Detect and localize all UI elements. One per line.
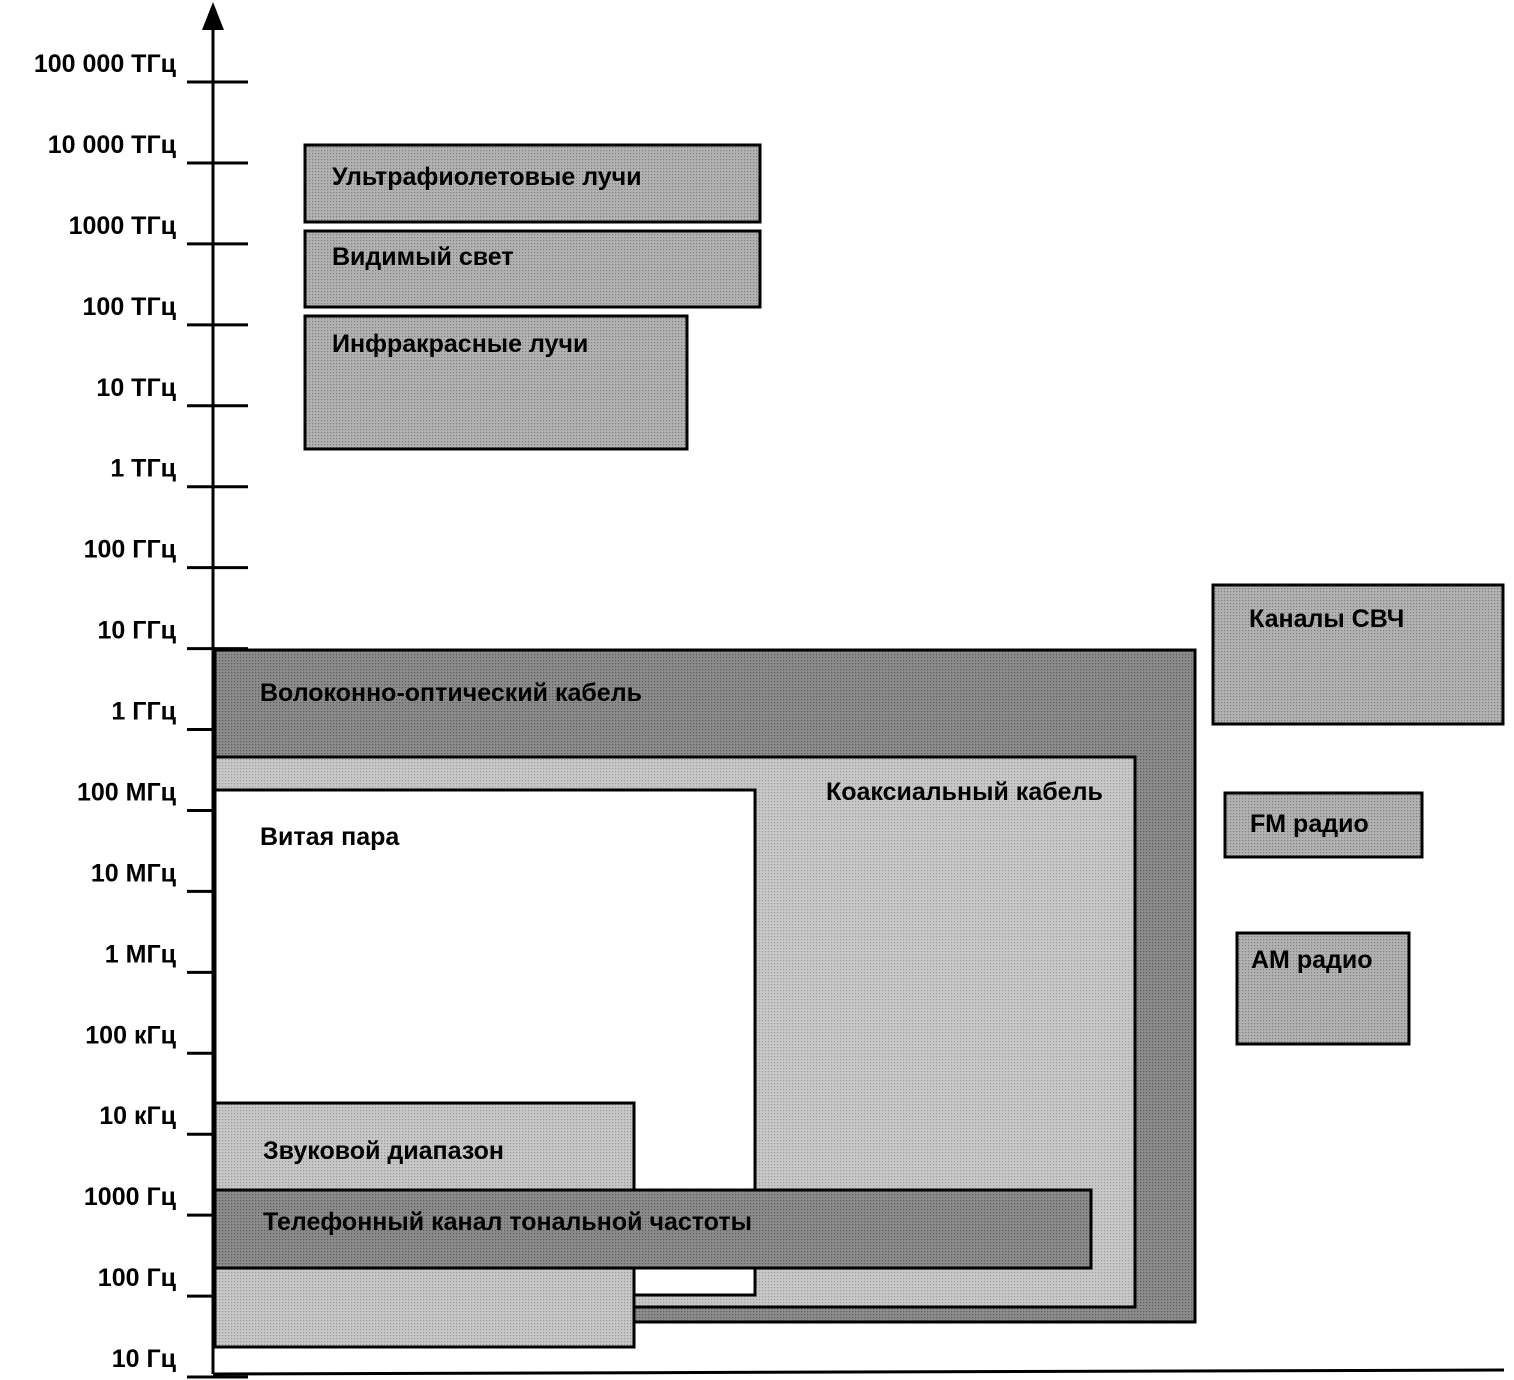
- axis-tick-label: 1000 ТГц: [68, 211, 176, 240]
- band-fiber-label: Волоконно-оптический кабель: [260, 679, 642, 707]
- axis-tick-label: 100 000 ТГц: [33, 50, 176, 78]
- axis-tick-label: 100 МГц: [76, 778, 176, 807]
- axis-tick-label: 10 000 ТГц: [47, 130, 176, 159]
- axis-tick-label: 10 ГГц: [97, 616, 176, 645]
- x-axis: [213, 1370, 1504, 1374]
- axis-tick-label: 1 ТГц: [110, 454, 176, 483]
- axis-tick-label: 1 МГц: [104, 940, 176, 969]
- band-infrared-label: Инфракрасные лучи: [332, 330, 589, 358]
- axis-tick-label: 10 МГц: [90, 859, 176, 888]
- band-microwave-label: Каналы СВЧ: [1249, 605, 1405, 633]
- axis-tick-label: 100 Гц: [97, 1264, 176, 1293]
- axis-tick-label: 100 кГц: [85, 1021, 176, 1050]
- y-axis-arrow: [202, 2, 224, 30]
- axis-tick-label: 100 ТГц: [82, 292, 176, 321]
- axis-tick-label: 10 Гц: [111, 1345, 176, 1373]
- band-am-label: AM радио: [1251, 946, 1373, 974]
- band-visible-label: Видимый свет: [332, 243, 514, 271]
- band-audio-label: Звуковой диапазон: [263, 1137, 505, 1165]
- band-fm-label: FM радио: [1250, 810, 1369, 838]
- axis-tick-label: 1 ГГц: [111, 697, 176, 726]
- band-uv-label: Ультрафиолетовые лучи: [332, 163, 642, 191]
- band-phone-label: Телефонный канал тональной частоты: [263, 1208, 752, 1236]
- band-twisted-pair-label: Витая пара: [260, 823, 400, 851]
- axis-tick-label: 1000 Гц: [83, 1183, 176, 1212]
- axis-tick-label: 10 ТГц: [96, 373, 176, 402]
- axis-tick-label: 100 ГГц: [83, 535, 176, 564]
- band-coax-label: Коаксиальный кабель: [826, 778, 1103, 806]
- axis-tick-label: 10 кГц: [99, 1102, 176, 1131]
